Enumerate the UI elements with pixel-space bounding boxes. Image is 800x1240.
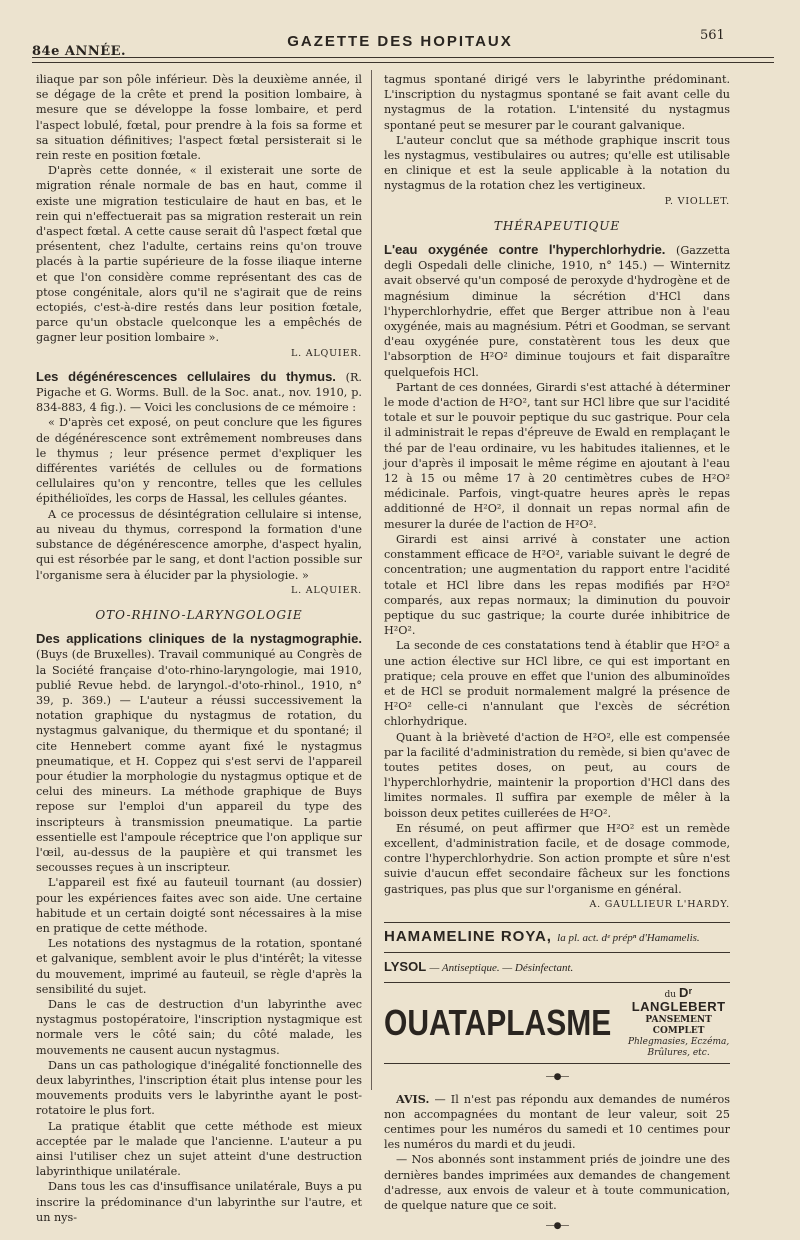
ad-ouataplasme-uses: Phlegmasies, Eczéma, Brûlures, etc.	[627, 1037, 730, 1059]
ad-hamameline-tagline: la pl. act. dᵉ prépⁿ d'Hamamelis.	[557, 931, 700, 944]
article-heading	[36, 631, 362, 875]
paragraph: Partant de ces données, Girardi s'est attaché à déterminer le mode d'action de H²O², tant sur HCl libre que sur l'acidité totale et sur le pouvoir peptique du suc gastrique. Pour cela il administrait le repas d'épreuve de Ewald en remplaçant le thé par de l'eau ordinaire, vu les habitudes italiennes, et le jour d'après il imposait le même régime en ajoutant à l'eau 12 à 15 ou même 17 à 20 centimètres cubes de H²O² médicinale. Parfois, vingt-quatre heures après le repas additionné de H²O², il donnait un repas normal afin de mesurer la durée de l'action de H²O².	[384, 380, 730, 531]
paragraph: L'appareil est fixé au fauteuil tournant (au dossier) pour les expériences faites avec son aide. Une certaine habitude et un certain doigté sont nécessaires à la mise en pratique de cette méthode.	[36, 876, 362, 935]
article-title: Des applications cliniques de la nystagmographie.	[36, 631, 362, 647]
author-signature: P. VIOLLET.	[664, 195, 730, 207]
header-rule	[32, 57, 774, 58]
volume-label: 84e ANNÉE.	[32, 44, 127, 59]
avis-paragraph	[384, 1092, 730, 1153]
paragraph: Dans tous les cas d'insuffisance unilatérale, Buys a pu inscrire la prédominance d'un labyrinthe sur l'autre, et un nys-	[36, 1180, 362, 1224]
article-reference: (Gazzetta degli Ospedali delle cliniche, 1910, n° 145.) — Winternitz avait observé qu'un composé de peroxyde d'hydrogène et de magnésium diminue la sécrétion d'HCl dans l'hyperchlorhydrie, effet que Berger attribue non à l'eau oxygénée, mais au magnésium. Pétri et Goodman, se servant d'eau oxygénée pure, constatèrent tous les deux que l'absorption de H²O² diminue toujours et fait disparaître quelquefois HCl.	[384, 244, 731, 379]
ad-ouataplasme-subtitle: PANSEMENT COMPLET	[645, 1015, 712, 1037]
header-rule	[32, 62, 774, 63]
ad-hamameline	[384, 929, 730, 946]
ad-ouataplasme	[384, 982, 730, 1064]
article-heading	[36, 369, 362, 416]
article-reference: (Buys (de Bruxelles). Travail communiqué au Congrès de la Société française d'oto-rhino-laryngologie, mai 1910, publié Revue hebd. de laryngol.-d'oto-rhinol., 1910, n° 39, p. 369.) — L'auteur a réussi successivement la notation graphique du nystagmus de rotation, du nystagmus galvanique, du thermique et du spontané; il cite Hennebert comme ayant fixé le nystagmus pneumatique, et H. Coppez qui s'est servi de l'appareil pour étudier la morphologie du nystagmus optique et de celui des mineurs. La méthode graphique de Buys repose sur l'emploi d'un appareil du type des inscripteurs à transmission pneumatique. La partie essentielle est l'ampoule réceptrice que l'on applique sur l'œil, au-dessus de la paupière et qui transmet les secousses reçues à un inscripteur.	[36, 648, 362, 875]
paragraph: Girardi est ainsi arrivé à constater une action constamment efficace de H²O², variable suivant le degré de concentration; une augmentation du rapport entre l'acidité totale et HCl libre dans les repas modifiés par H²O² comparés, aux repas normaux; la diminution du pouvoir peptique du suc gastrique; la courte durée inhibitrice de H²O².	[384, 532, 730, 638]
ad-lysol	[384, 959, 730, 976]
paragraph: En résumé, on peut affirmer que H²O² est un remède excellent, d'administration facile, et de dosage commode, contre l'hyperchlorhydrie. Son action prompte et sûre n'est suivie d'aucun effet secondaire fâcheux sur les fonctions gastriques, pas plus que sur l'organisme en général.	[384, 821, 730, 896]
avis-label: AVIS.	[396, 1091, 430, 1106]
ornament-divider: —●—	[545, 1221, 569, 1232]
ad-ouataplasme-brand: OUATAPLASME	[384, 1003, 612, 1044]
paragraph: A ce processus de désintégration cellulaire si intense, au niveau du thymus, correspond la formation d'une substance de dégénérescence amorphe, d'aspect hyalin, qui est résorbée par le sang, et dont l'action possible sur l'organisme sera à élucider par la physiologie. »	[36, 507, 362, 582]
author-signature: L. ALQUIER.	[291, 584, 362, 596]
section-heading: THÉRAPEUTIQUE	[493, 218, 621, 233]
author-signature: L. ALQUIER.	[291, 347, 362, 359]
ad-ouataplasme-maker: Dʳ LANGLEBERT	[631, 985, 726, 1015]
paragraph: D'après cette donnée, « il existerait une sorte de migration rénale normale de bas en haut, comme il existe une migration testiculaire de haut en bas, et le rein qui n'effectuerait pas sa migration resterait un rein d'aspect fœtal. A cette cause serait dû l'aspect fœtal que présentent, chez l'adulte, certains reins qu'on trouve placés à la partie supérieure de la fosse iliaque interne et que l'on considère comme représentant des cas de ptose congénitale, alors qu'il ne s'agirait que de reins ectopiés, c'est-à-dire restés dans leur position fœtale, parce qu'un obstacle quelconque les a empêchés de gagner leur position lombaire ».	[36, 164, 362, 345]
paragraph: La pratique établit que cette méthode est mieux acceptée par le malade que l'ancienne. L'auteur a pu ainsi l'utiliser chez un sujet atteint d'une destruction labyrinthique unilatérale.	[36, 1119, 362, 1179]
paragraph: — Nos abonnés sont instamment priés de joindre une des dernières bandes imprimées aux demandes de changement d'adresse, aux envois de valeur et à toute communication, de quelque nature que ce soit.	[384, 1153, 730, 1212]
ad-hamameline-brand: HAMAMELINE ROYA,	[384, 927, 552, 945]
left-column	[36, 72, 362, 1225]
advertisements	[384, 922, 730, 1086]
paragraph: Dans un cas pathologique d'inégalité fonctionnelle des deux labyrinthes, l'inscription était plus intense pour les mouvements produits vers le labyrinthe ayant le post-rotatoire le plus fort.	[36, 1058, 362, 1118]
author-signature: A. GAULLIEUR L'HARDY.	[589, 898, 730, 910]
paragraph: L'auteur conclut que sa méthode graphique inscrit tous les nystagmus, vestibulaires ou autres; qu'elle est utilisable en clinique et est la seule applicable à la notation du nystagmus de la rotation chez les vertigineux.	[384, 133, 730, 193]
paragraph: tagmus spontané dirigé vers le labyrinthe prédominant. L'inscription du nystagmus spontané se fait avant celle du nystagmus de la rotation. L'intensité du nystagmus spontané peut se mesurer par le courant galvanique.	[384, 73, 730, 132]
column-divider	[371, 70, 372, 1090]
paragraph: Quant à la brièveté d'action de H²O², elle est compensée par la facilité d'administration du remède, si bien qu'avec de toutes petites doses, on peut, au cours de l'hyperchlorhydrie, maintenir la proportion d'HCl dans des limites normales. Il suffira par exemple de mêler à la boisson deux petites cuillerées de H²O².	[384, 730, 730, 820]
paragraph: iliaque par son pôle inférieur. Dès la deuxième année, il se dégage de la crête et prend la position lombaire, à mesure que se développe la fosse lombaire, et perd l'aspect lobulé, fœtal, pour prendre à la fois sa forme et sa situation définitives; l'aspect fœtal persisterait si le rein reste en position fœtale.	[36, 73, 362, 163]
paragraph: Les notations des nystagmus de la rotation, spontané et galvanique, semblent avoir le plus d'intérêt; la vitesse du mouvement, imprimé au fauteuil, se règle d'après la sensibilité du sujet.	[36, 937, 362, 996]
paragraph: Dans le cas de destruction d'un labyrinthe avec nystagmus postopératoire, l'inscription nystagmique est normale vers le côté sain; du côté malade, les mouvements ne causent aucun nystagmus.	[36, 997, 362, 1057]
article-title: Les dégénérescences cellulaires du thymus.	[36, 368, 336, 384]
masthead-title: GAZETTE DES HOPITAUX	[287, 33, 513, 50]
ad-ouataplasme-du: du	[664, 990, 677, 1001]
section-heading: OTO-RHINO-LARYNGOLOGIE	[95, 607, 303, 622]
ornament-divider: —●—	[545, 1072, 569, 1083]
ad-lysol-tagline: — Antiseptique. — Désinfectant.	[429, 962, 574, 975]
article-heading	[384, 242, 730, 380]
article-title: L'eau oxygénée contre l'hyperchlorhydrie.	[384, 242, 666, 258]
paragraph: La seconde de ces constatations tend à établir que H²O² a une action élective sur HCl libre, ce qui est important en pratique; cela prouve en effet que l'union des albuminoïdes et de HCl se produit normalement malgré la présence de H²O² celle-ci n'annulant que l'excès de sécrétion chlorhydrique.	[384, 639, 730, 729]
page-number: 561	[700, 28, 725, 43]
avis-text: — Il n'est pas répondu aux demandes de numéros non accompagnées du montant de leur valeur, soit 25 centimes pour les numéros du samedi et 10 centimes pour les numéros du mardi et du jeudi.	[384, 1092, 730, 1152]
right-column	[384, 72, 730, 1240]
ad-lysol-brand: LYSOL	[384, 959, 426, 975]
article-reference: (R. Pigache et G. Worms. Bull. de la Soc. anat., nov. 1910, p. 834-883, 4 fig.). — Voici les conclusions de ce mémoire :	[36, 370, 362, 415]
paragraph: « D'après cet exposé, on peut conclure que les figures de dégénérescence sont extrêmement nombreuses dans le thymus ; leur présence permet d'expliquer les différentes variétés de cellules ou de formations cellulaires qu'on y rencontre, telles que les cellules épithélioïdes, les corps de Hassal, les cellules géantes.	[36, 416, 362, 506]
